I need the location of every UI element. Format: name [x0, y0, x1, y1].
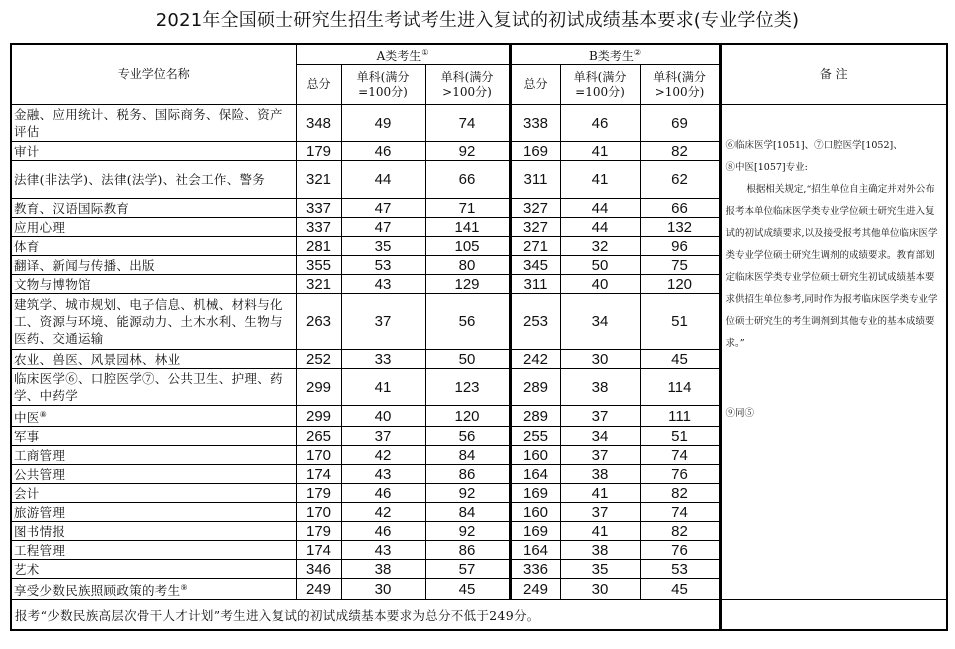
score-cell-b-gt100: 114: [640, 369, 720, 406]
major-name-cell: 建筑学、城市规划、电子信息、机械、材料与化工、资源与环境、能源动力、土木水利、生物与医药、交通运输: [11, 294, 296, 350]
score-cell-b-100: 41: [560, 161, 640, 199]
score-cell-b-100: 32: [560, 237, 640, 256]
score-cell-a-total: 179: [296, 484, 341, 503]
score-cell-b-total: 311: [510, 275, 560, 294]
table-row: [11, 105, 947, 142]
score-cell-a-100: 35: [341, 237, 425, 256]
score-cell-b-100: 30: [560, 579, 640, 600]
major-name-cell: 公共管理: [11, 465, 296, 484]
remarks-paragraph: 根据相关规定,“招生单位自主确定并对外公布报考本单位临床医学类专业学位硕士研究生进入复试的初试成绩要求,以及接受报考其他单位临床医学类专业学位硕士研究生调剂的成绩要求。教育部划定临床医学类专业学位硕士研究生初试成绩基本要求供招生单位参考,同时作为报考临床医学类专业学位硕士研究生的考生调剂到其他专业的基本成绩要求。”: [725, 184, 938, 349]
score-cell-b-gt100: 76: [640, 541, 720, 560]
footer-row: [11, 600, 947, 630]
score-cell-a-total: 299: [296, 406, 341, 427]
score-cell-a-100: 38: [341, 560, 425, 579]
score-cell-b-gt100: 132: [640, 218, 720, 237]
score-cell-b-100: 41: [560, 142, 640, 161]
major-name-cell: 教育、汉语国际教育: [11, 199, 296, 218]
score-cell-a-100: 46: [341, 142, 425, 161]
score-cell-a-gt100: 80: [425, 256, 510, 275]
score-cell-a-100: 53: [341, 256, 425, 275]
score-cell-b-gt100: 51: [640, 427, 720, 446]
score-cell-b-100: 38: [560, 465, 640, 484]
score-cell-a-gt100: 74: [425, 105, 510, 142]
score-cell-a-total: 170: [296, 446, 341, 465]
score-cell-b-total: 336: [510, 560, 560, 579]
score-cell-b-total: 160: [510, 446, 560, 465]
major-name-cell: 体育: [11, 237, 296, 256]
score-cell-b-gt100: 69: [640, 105, 720, 142]
footer-note: 报考“少数民族高层次骨干人才计划”考生进入复试的初试成绩基本要求为总分不低于249分。: [11, 600, 720, 630]
score-cell-b-gt100: 111: [640, 406, 720, 427]
major-name-cell: 文物与博物馆: [11, 275, 296, 294]
major-name-cell: 军事: [11, 427, 296, 446]
major-name-cell: 工商管理: [11, 446, 296, 465]
score-cell-a-gt100: 120: [425, 406, 510, 427]
score-cell-b-100: 44: [560, 218, 640, 237]
remarks-line: ⑨同⑤: [725, 408, 755, 419]
score-cell-b-total: 249: [510, 579, 560, 600]
score-cell-a-gt100: 56: [425, 294, 510, 350]
score-cell-b-100: 34: [560, 294, 640, 350]
major-name-cell: 法律(非法学)、法律(法学)、社会工作、警务: [11, 161, 296, 199]
score-cell-a-total: 170: [296, 503, 341, 522]
score-cell-a-100: 42: [341, 446, 425, 465]
header-group-a: A类考生①: [296, 44, 510, 65]
score-cell-b-gt100: 75: [640, 256, 720, 275]
score-cell-b-total: 327: [510, 218, 560, 237]
score-cell-b-gt100: 120: [640, 275, 720, 294]
score-cell-a-gt100: 86: [425, 465, 510, 484]
score-cell-a-total: 299: [296, 369, 341, 406]
score-cell-b-gt100: 96: [640, 237, 720, 256]
score-cell-a-total: 346: [296, 560, 341, 579]
score-cell-a-gt100: 92: [425, 142, 510, 161]
score-cell-a-total: 337: [296, 199, 341, 218]
score-cell-a-100: 49: [341, 105, 425, 142]
score-cell-b-gt100: 62: [640, 161, 720, 199]
header-b-single-gt100: 单科(满分>100分): [640, 65, 720, 105]
score-cell-b-gt100: 45: [640, 579, 720, 600]
score-cell-a-total: 179: [296, 522, 341, 541]
score-cell-b-100: 41: [560, 522, 640, 541]
score-cell-a-100: 42: [341, 503, 425, 522]
score-cell-b-gt100: 45: [640, 350, 720, 369]
score-cell-b-gt100: 53: [640, 560, 720, 579]
score-cell-b-100: 37: [560, 406, 640, 427]
score-cell-a-100: 46: [341, 484, 425, 503]
score-cell-a-100: 43: [341, 465, 425, 484]
score-cell-a-gt100: 123: [425, 369, 510, 406]
score-cell-b-total: 160: [510, 503, 560, 522]
remarks-line: ⑥临床医学[1051]、⑦口腔医学[1052]、: [725, 140, 903, 151]
score-cell-b-total: 289: [510, 406, 560, 427]
score-cell-b-gt100: 82: [640, 142, 720, 161]
remarks-line: ⑧中医[1057]专业:: [725, 162, 808, 173]
score-cell-a-gt100: 92: [425, 484, 510, 503]
score-cell-a-gt100: 50: [425, 350, 510, 369]
header-group-b: B类考生②: [510, 44, 720, 65]
score-cell-b-total: 311: [510, 161, 560, 199]
score-cell-b-total: 271: [510, 237, 560, 256]
score-cell-a-gt100: 57: [425, 560, 510, 579]
score-cell-a-total: 348: [296, 105, 341, 142]
score-cell-a-total: 174: [296, 541, 341, 560]
header-a-total: 总分: [296, 65, 341, 105]
score-cell-a-gt100: 66: [425, 161, 510, 199]
score-cell-a-gt100: 141: [425, 218, 510, 237]
score-cell-b-total: 255: [510, 427, 560, 446]
major-name-cell: 临床医学⑥、口腔医学⑦、公共卫生、护理、药学、中药学: [11, 369, 296, 406]
score-cell-b-100: 37: [560, 503, 640, 522]
score-cell-b-total: 169: [510, 142, 560, 161]
major-name-cell: 农业、兽医、风景园林、林业: [11, 350, 296, 369]
score-cell-a-100: 43: [341, 275, 425, 294]
major-name-cell: 享受少数民族照顾政策的考生⑨: [11, 579, 296, 600]
score-cell-a-100: 37: [341, 294, 425, 350]
score-cell-a-100: 44: [341, 161, 425, 199]
score-cell-a-total: 321: [296, 275, 341, 294]
score-cell-b-total: 345: [510, 256, 560, 275]
score-cell-b-100: 41: [560, 484, 640, 503]
major-name-cell: 工程管理: [11, 541, 296, 560]
header-major-name: 专业学位名称: [11, 44, 296, 105]
score-cell-a-total: 174: [296, 465, 341, 484]
score-cell-b-100: 38: [560, 369, 640, 406]
score-cell-a-total: 252: [296, 350, 341, 369]
score-cell-a-gt100: 92: [425, 522, 510, 541]
score-cell-b-total: 164: [510, 465, 560, 484]
score-cell-b-total: 338: [510, 105, 560, 142]
footer-remarks-blank: [720, 600, 947, 630]
score-cell-b-total: 289: [510, 369, 560, 406]
score-cell-a-100: 37: [341, 427, 425, 446]
score-cell-b-100: 50: [560, 256, 640, 275]
score-cell-a-100: 47: [341, 199, 425, 218]
remarks-cell: [720, 105, 947, 600]
major-name-cell: 审计: [11, 142, 296, 161]
score-cell-b-total: 242: [510, 350, 560, 369]
score-cell-b-100: 37: [560, 446, 640, 465]
score-cell-b-gt100: 82: [640, 484, 720, 503]
score-cell-a-gt100: 71: [425, 199, 510, 218]
header-b-single-100: 单科(满分=100分): [560, 65, 640, 105]
score-cell-b-100: 38: [560, 541, 640, 560]
score-cell-a-100: 33: [341, 350, 425, 369]
score-cell-a-total: 249: [296, 579, 341, 600]
score-cell-a-total: 321: [296, 161, 341, 199]
score-cell-b-100: 46: [560, 105, 640, 142]
major-name-cell: 金融、应用统计、税务、国际商务、保险、资产评估: [11, 105, 296, 142]
major-name-cell: 旅游管理: [11, 503, 296, 522]
score-cell-b-total: 164: [510, 541, 560, 560]
major-name-cell: 图书情报: [11, 522, 296, 541]
score-cell-a-total: 337: [296, 218, 341, 237]
score-cell-a-gt100: 86: [425, 541, 510, 560]
major-name-cell: 应用心理: [11, 218, 296, 237]
score-cell-a-100: 41: [341, 369, 425, 406]
header-remarks: 备 注: [720, 44, 947, 105]
score-cell-a-total: 179: [296, 142, 341, 161]
major-name-cell: 翻译、新闻与传播、出版: [11, 256, 296, 275]
score-cell-a-total: 265: [296, 427, 341, 446]
score-cell-a-gt100: 56: [425, 427, 510, 446]
score-cell-a-total: 263: [296, 294, 341, 350]
score-table: [10, 43, 948, 631]
score-cell-b-gt100: 76: [640, 465, 720, 484]
major-name-cell: 中医⑧: [11, 406, 296, 427]
header-a-single-gt100: 单科(满分>100分): [425, 65, 510, 105]
score-cell-b-total: 169: [510, 484, 560, 503]
score-cell-b-gt100: 51: [640, 294, 720, 350]
score-cell-b-total: 169: [510, 522, 560, 541]
header-a-single-100: 单科(满分=100分): [341, 65, 425, 105]
major-name-cell: 会计: [11, 484, 296, 503]
score-cell-b-total: 253: [510, 294, 560, 350]
score-cell-a-gt100: 84: [425, 503, 510, 522]
page-title: 2021年全国硕士研究生招生考试考生进入复试的初试成绩基本要求(专业学位类): [155, 10, 800, 31]
score-cell-a-100: 40: [341, 406, 425, 427]
score-cell-b-100: 34: [560, 427, 640, 446]
score-cell-a-total: 281: [296, 237, 341, 256]
score-cell-b-100: 35: [560, 560, 640, 579]
score-cell-b-total: 327: [510, 199, 560, 218]
score-cell-a-total: 355: [296, 256, 341, 275]
major-name-cell: 艺术: [11, 560, 296, 579]
score-cell-b-gt100: 74: [640, 503, 720, 522]
score-cell-b-gt100: 74: [640, 446, 720, 465]
score-cell-a-gt100: 45: [425, 579, 510, 600]
score-cell-b-gt100: 82: [640, 522, 720, 541]
score-cell-a-gt100: 84: [425, 446, 510, 465]
score-cell-a-gt100: 105: [425, 237, 510, 256]
score-cell-b-gt100: 66: [640, 199, 720, 218]
score-cell-a-100: 43: [341, 541, 425, 560]
score-cell-a-100: 46: [341, 522, 425, 541]
header-b-total: 总分: [510, 65, 560, 105]
score-cell-a-100: 30: [341, 579, 425, 600]
score-cell-a-100: 47: [341, 218, 425, 237]
score-cell-b-100: 44: [560, 199, 640, 218]
score-cell-a-gt100: 129: [425, 275, 510, 294]
score-cell-b-100: 30: [560, 350, 640, 369]
score-cell-b-100: 40: [560, 275, 640, 294]
